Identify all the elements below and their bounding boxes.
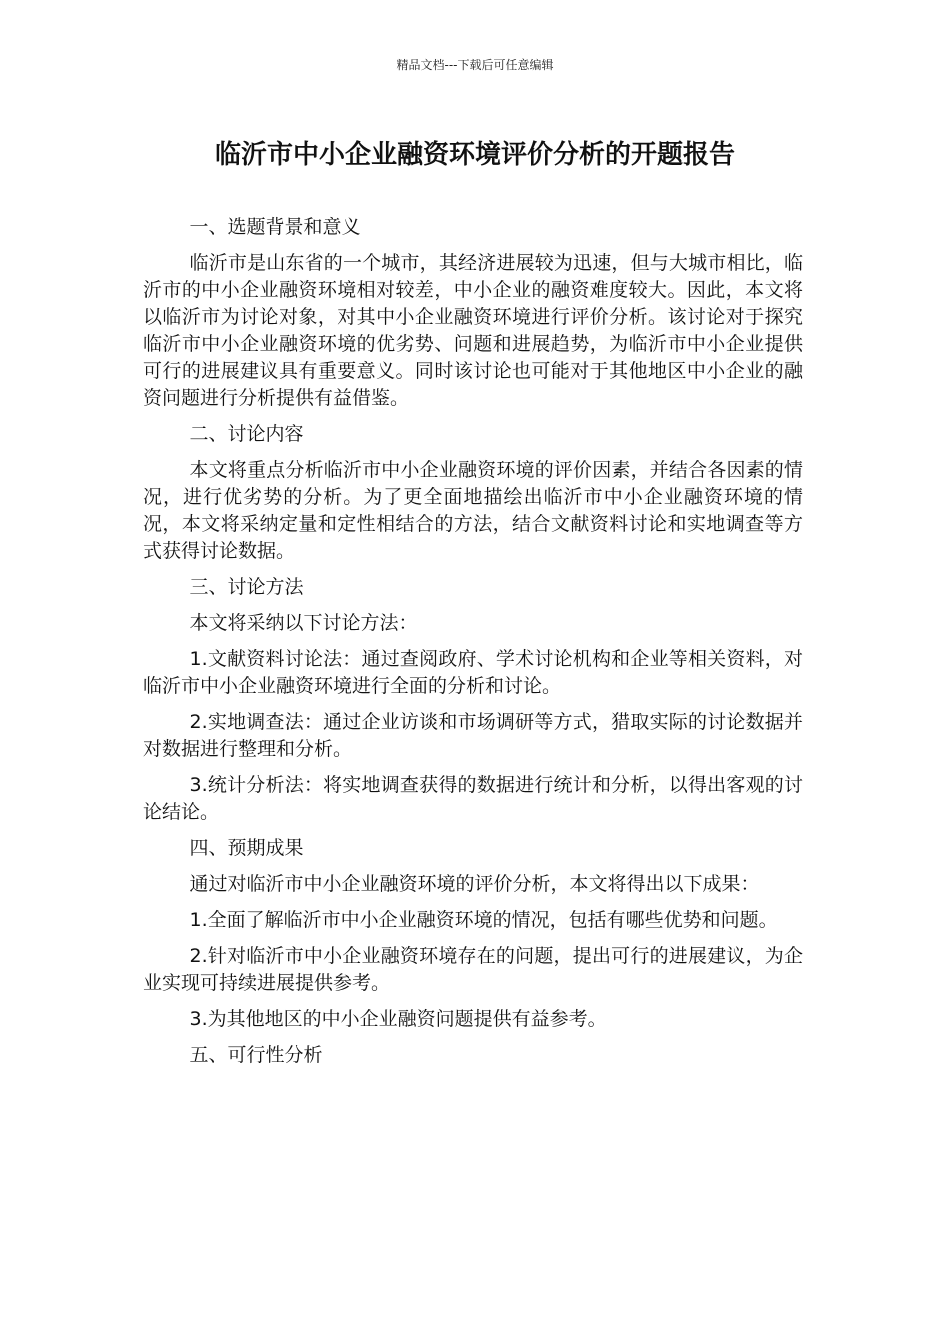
- section-heading-content: 二、讨论内容: [189, 423, 304, 445]
- paragraph-method-statistics: 3.统计分析法：将实地调查获得的数据进行统计和分析，以得出客观的讨论结论。: [143, 774, 803, 823]
- document-body: [143, 214, 803, 1078]
- paragraph-methods-intro: 本文将采纳以下讨论方法：: [189, 612, 418, 634]
- paragraph-result-3: 3.为其他地区的中小企业融资问题提供有益参考。: [189, 1008, 607, 1030]
- paragraph-result-2: 2.针对临沂市中小企业融资环境存在的问题，提出可行的进展建议，为企业实现可持续进展提供参考。: [143, 945, 803, 994]
- paragraph-content: 本文将重点分析临沂市中小企业融资环境的评价因素，并结合各因素的情况，进行优劣势的分析。为了更全面地描绘出临沂市中小企业融资环境的情况，本文将采纳定量和定性相结合的方法，结合文献资料讨论和实地调查等方式获得讨论数据。: [143, 459, 803, 562]
- paragraph-background: 临沂市是山东省的一个城市，其经济进展较为迅速，但与大城市相比，临沂市的中小企业融资环境相对较差，中小企业的融资难度较大。因此，本文将以临沂市为讨论对象，对其中小企业融资环境进行评价分析。该讨论对于探究临沂市中小企业融资环境的优劣势、问题和进展趋势，为临沂市中小企业提供可行的进展建议具有重要意义。同时该讨论也可能对于其他地区中小企业的融资问题进行分析提供有益借鉴。: [143, 252, 803, 409]
- section-heading-feasibility: 五、可行性分析: [189, 1044, 323, 1066]
- section-heading-background: 一、选题背景和意义: [189, 216, 361, 238]
- header-note: 精品文档---下载后可任意编辑: [396, 58, 554, 72]
- section-heading-methods: 三、讨论方法: [189, 576, 304, 598]
- paragraph-method-field-survey: 2.实地调查法：通过企业访谈和市场调研等方式，猎取实际的讨论数据并对数据进行整理和分析。: [143, 711, 803, 760]
- section-heading-expected-results: 四、预期成果: [189, 837, 304, 859]
- paragraph-result-1: 1.全面了解临沂市中小企业融资环境的情况，包括有哪些优势和问题。: [189, 909, 778, 931]
- paragraph-results-intro: 通过对临沂市中小企业融资环境的评价分析，本文将得出以下成果：: [189, 873, 760, 895]
- paragraph-method-literature: 1.文献资料讨论法：通过查阅政府、学术讨论机构和企业等相关资料，对临沂市中小企业融资环境进行全面的分析和讨论。: [143, 648, 803, 697]
- document-title: 临沂市中小企业融资环境评价分析的开题报告: [214, 140, 735, 170]
